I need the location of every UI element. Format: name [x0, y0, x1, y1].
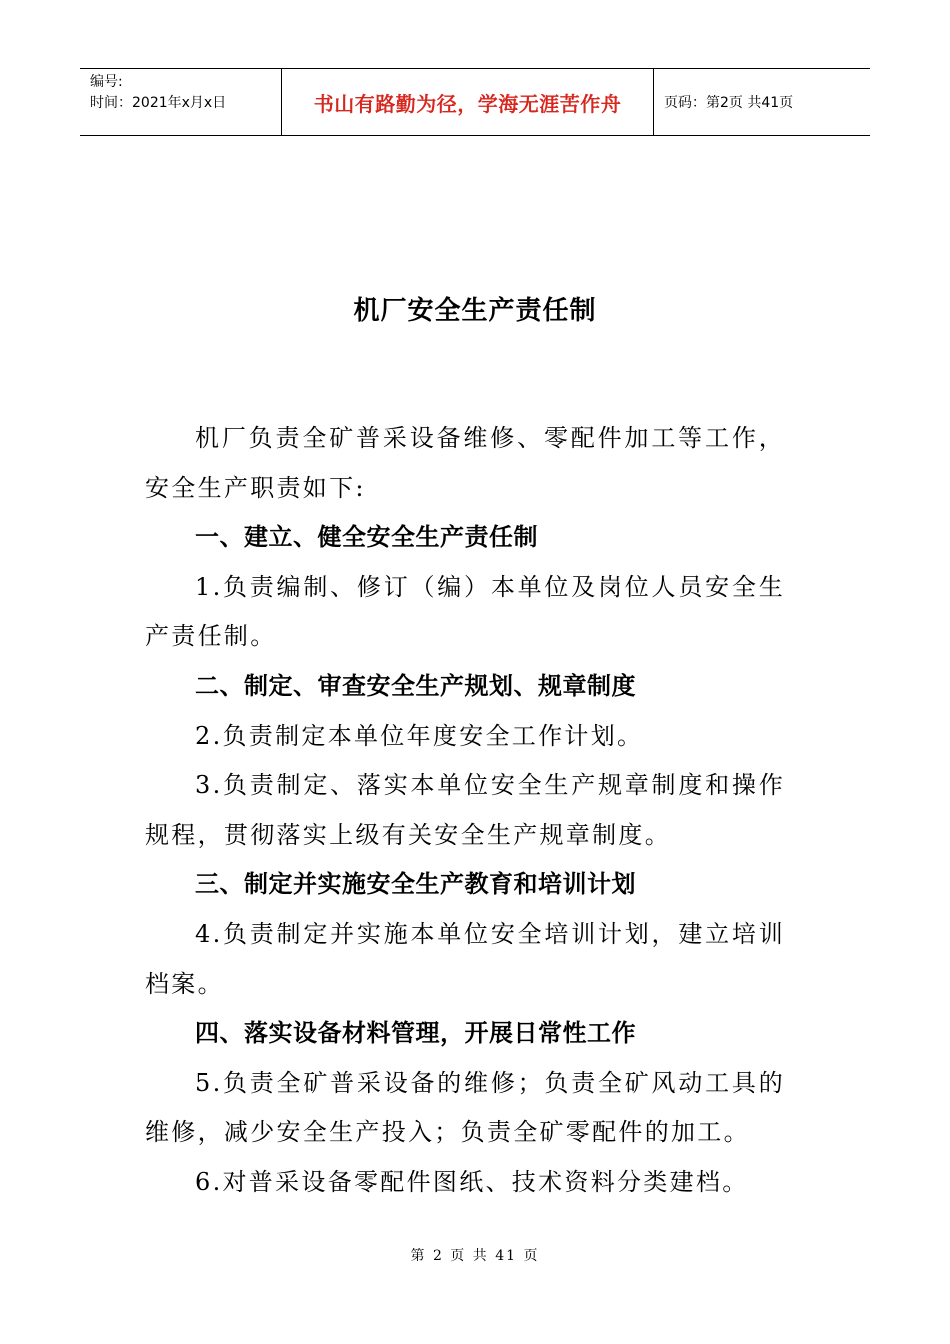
document-title: 机厂安全生产责任制	[353, 296, 597, 326]
document-body	[145, 414, 785, 1208]
header-meta	[80, 69, 282, 135]
document-date: 时间：2021年x月x日	[90, 95, 227, 111]
item-5: 5.负责全矿普采设备的维修；负责全矿风动工具的维修，减少安全生产投入；负责全矿零配件的加工。	[145, 1068, 785, 1147]
item-1: 1.负责编制、修订（编）本单位及岗位人员安全生产责任制。	[145, 572, 785, 651]
intro-paragraph: 机厂负责全矿普采设备维修、零配件加工等工作，安全生产职责如下:	[145, 424, 785, 502]
item-3: 3.负责制定、落实本单位安全生产规章制度和操作规程，贯彻落实上级有关安全生产规章制度。	[145, 771, 785, 849]
document-number-label: 编号:	[90, 74, 123, 90]
header-page-info: 页码：第2页 共41页	[664, 95, 794, 111]
section-heading-2: 二、制定、审查安全生产规划、规章制度	[195, 671, 636, 700]
page-header	[80, 68, 870, 136]
section-heading-4: 四、落实设备材料管理，开展日常性工作	[195, 1019, 636, 1048]
page-footer: 第 2 页 共 41 页	[410, 1248, 540, 1264]
item-4: 4.负责制定并实施本单位安全培训计划，建立培训档案。	[145, 919, 785, 998]
section-heading-3: 三、制定并实施安全生产教育和培训计划	[195, 870, 636, 899]
section-heading-1: 一、建立、健全安全生产责任制	[195, 523, 538, 552]
item-2: 2.负责制定本单位年度安全工作计划。	[195, 721, 644, 750]
item-6: 6.对普采设备零配件图纸、技术资料分类建档。	[195, 1167, 749, 1196]
header-motto: 书山有路勤为径，学海无涯苦作舟	[282, 69, 654, 135]
